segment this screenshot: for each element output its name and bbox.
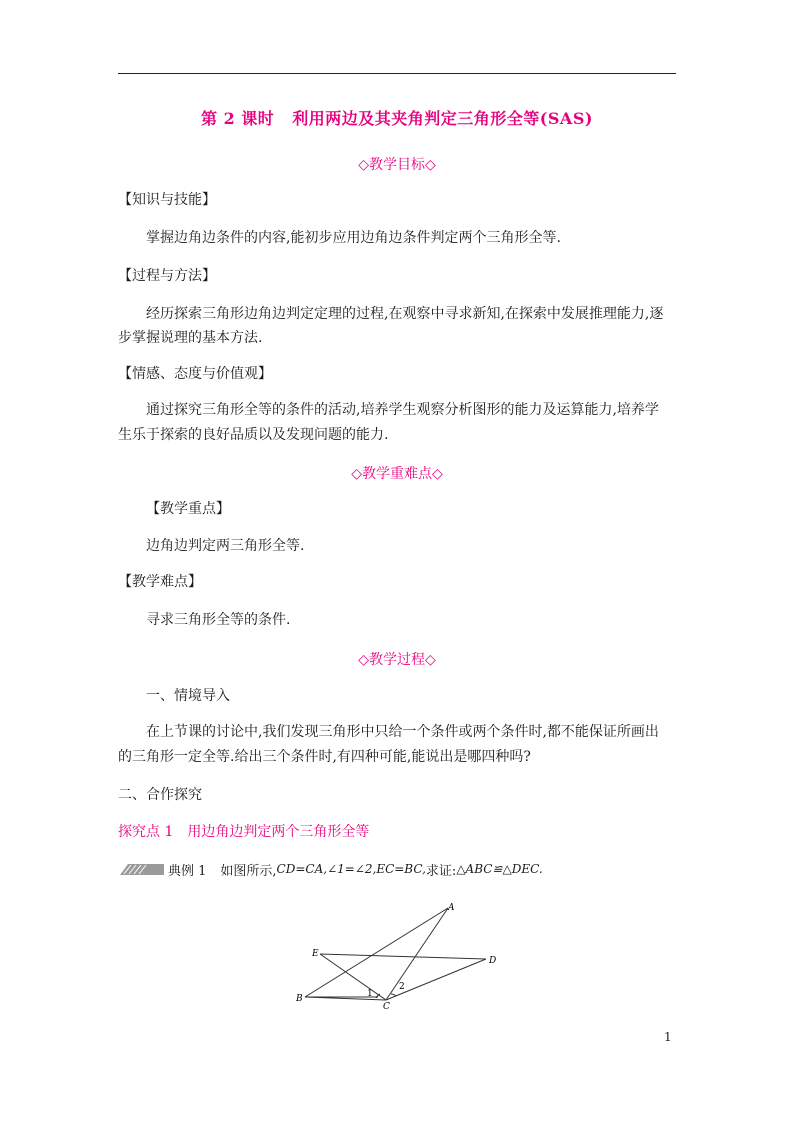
process-heading: 【过程与方法】: [118, 268, 216, 284]
emotion-text-line1: 通过探究三角形全等的条件的活动,培养学生观察分析图形的能力及运算能力,培养学: [146, 402, 659, 418]
emotion-text-line2: 生乐于探索的良好品质以及发现问题的能力.: [118, 427, 389, 443]
section-goals: ◇教学目标◇: [358, 157, 436, 173]
example-1: [118, 858, 543, 880]
example-badge-icon: [118, 862, 164, 876]
lesson-topic: 利用两边及其夹角判定三角形全等(SAS): [292, 109, 593, 128]
header-rule: [118, 73, 676, 74]
section-process: ◇教学过程◇: [358, 652, 436, 668]
process-text-line2: 步掌握说理的基本方法.: [118, 330, 263, 346]
example-given: CD=CA,∠1=∠2,EC=BC,: [276, 862, 426, 876]
segment-EC: [320, 954, 386, 1000]
label-angle-1: 1: [367, 989, 373, 999]
label-B: B: [296, 994, 303, 1004]
example-label: 典例 1: [168, 863, 207, 879]
lesson-title: [0, 106, 794, 129]
knowledge-heading: 【知识与技能】: [118, 192, 216, 208]
intro-heading: 一、情境导入: [146, 688, 230, 704]
difficulty-text: 寻求三角形全等的条件.: [146, 612, 291, 628]
knowledge-text: 掌握边角边条件的内容,能初步应用边角边条件判定两个三角形全等.: [146, 230, 561, 246]
intro-text-line2: 的三角形一定全等.给出三个条件时,有四种可能,能说出是哪四种吗?: [118, 749, 531, 765]
example-goal: △ABC≌△DEC.: [456, 862, 543, 876]
example-prefix: 如图所示,: [220, 863, 277, 879]
segment-CD: [386, 959, 486, 1000]
difficulty-heading: 【教学难点】: [118, 574, 202, 590]
example-ask: 求证:: [425, 863, 457, 879]
focus-text: 边角边判定两三角形全等.: [146, 538, 305, 554]
process-text-line1: 经历探索三角形边角边判定定理的过程,在观察中寻求新知,在探索中发展推理能力,逐: [146, 306, 664, 322]
explore-heading: 二、合作探究: [118, 787, 202, 803]
lesson-number: 第 2 课时: [201, 109, 275, 128]
geometry-figure: [290, 900, 510, 1020]
label-A: A: [448, 903, 455, 913]
section-keypoints: ◇教学重难点◇: [351, 466, 443, 482]
intro-text-line1: 在上节课的讨论中,我们发现三角形中只给一个条件或两个条件时,都不能保证所画出: [146, 724, 659, 740]
label-E: E: [312, 949, 319, 959]
explore-point-1: 探究点 1 用边角边判定两个三角形全等: [118, 824, 370, 840]
label-angle-2: 2: [399, 982, 405, 992]
label-D: D: [489, 956, 497, 966]
focus-heading: 【教学重点】: [146, 501, 230, 517]
page-number: 1: [664, 1030, 672, 1044]
emotion-heading: 【情感、态度与价值观】: [118, 366, 272, 382]
segment-ED: [320, 954, 486, 959]
segment-AC: [386, 908, 448, 1000]
label-C: C: [383, 1002, 390, 1012]
